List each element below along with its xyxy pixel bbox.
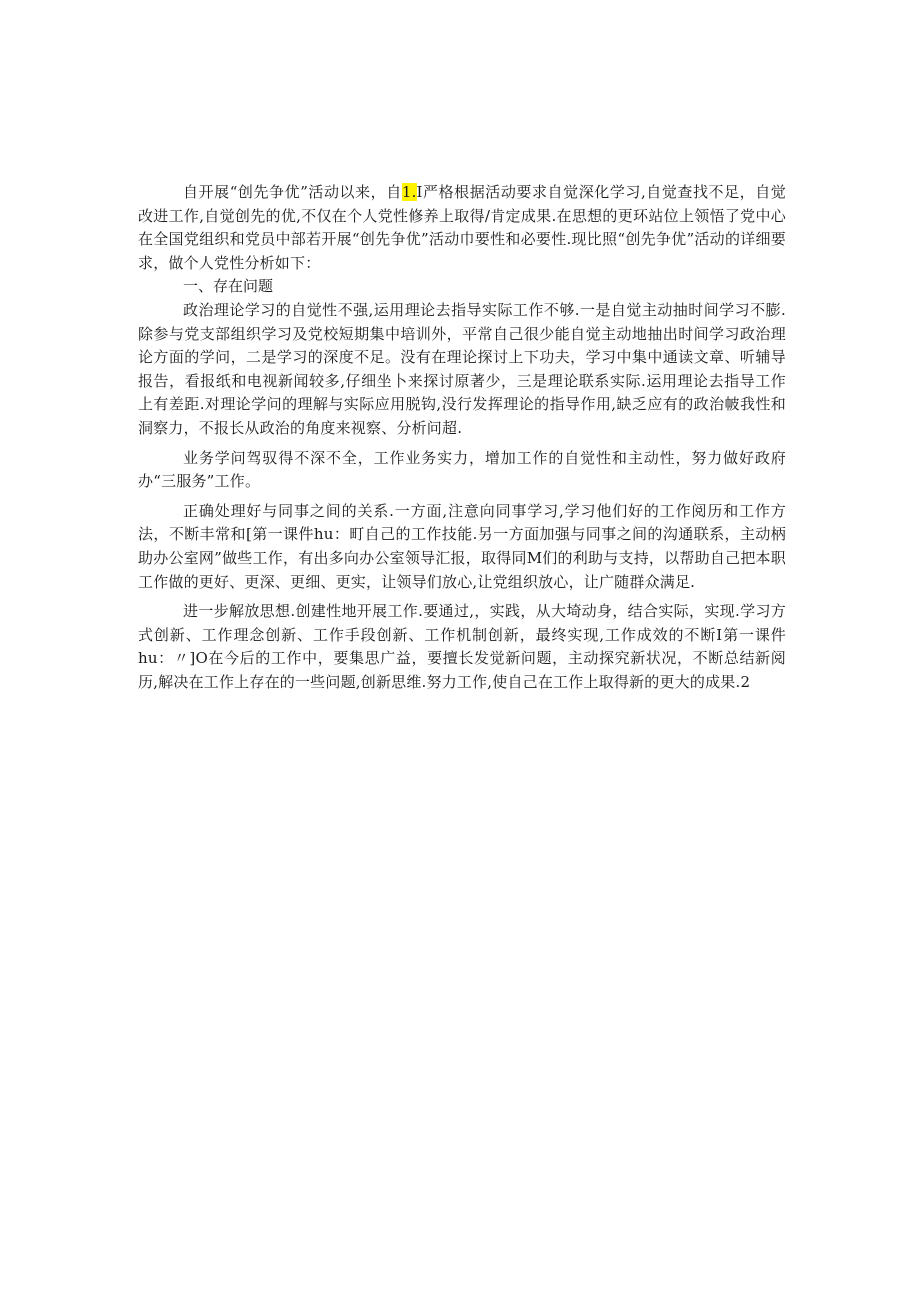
paragraph-theory-study: 政治理论学习的自觉性不强,运用理论去指导实际工作不够.一是自觉主动抽时间学习不膨.除参与党支部组织学习及党校短期集中培训外，平常自己很少能自觉主动地抽出时间学习政治理论方面的学问，二是学习的深度不足。没有在理论探讨上下功夫，学习中集中通读文章、听辅导报告，看报纸和电视新闻较多,仔细坐卜来探讨原著少，三是理论联系实际.运用理论去指导工作上有差距.对理论学问的理解与实际应用脱钩,没行发挥理论的指导作用,缺乏应有的政治帔我性和洞察力，不报长从政治的角度来视察、分析问超. [138,300,786,437]
intro-text-before: 自开展“创先争优”活动以来，自 [183,183,402,201]
intro-text-after: I严格根据活动要求自觉深化学习,自觉查找不足，自觉改进工作,自觉创先的优,不仅在个人党性修养上取得/肯定成果.在思想的更环站位上领悟了党中心在全国党组织和党员中部若开展“创先争优”活动巾要性和必要性.现比照“创先争优”活动的详细要求，做个人党性分析如下： [138,183,787,272]
intro-paragraph [138,181,786,275]
paragraph-emancipate-mind: 进一步解放思想.创建性地开展工作.要通过,，实践，从大埼动身，结合实际，实现.学习方式创新、工作理念创新、工作手段创新、工作机制创新，最终实现,工作成效的不断I第一课件hu：〃]O在今后的工作中，要集思广益，要擅长发觉新问题，主动探究新状况，不断总结新阅历,解决在工作上存在的一些问题,创新思维.努力工作,使自己在工作上取得新的更大的成果.2 [138,602,786,691]
section-heading: 一、存在问题 [183,277,274,296]
document-body [138,181,786,694]
paragraph-business-knowledge: 业务学问驾驭得不深不全，工作业务实力，增加工作的自觉性和主动性，努力做好政府办“三服务”工作。 [138,448,786,491]
highlighted-text: 1. [401,183,417,201]
paragraph-colleague-relations: 正确处理好与同事之间的关系.一方面,注意向同事学习,学习他们好的工作阅历和工作方法，不断丰常和[第一课件hu：町自己的工作技能.另一方面加强与同事之间的沟通联系，主动柄助办公室网”做些工作，有出多向办公室领导汇报，取得同M们的利助与支持，以帮助自己把本职工作做的更好、更深、更细、更实，让领导们放心,让党组织放心，让广随群众满足. [138,501,786,591]
